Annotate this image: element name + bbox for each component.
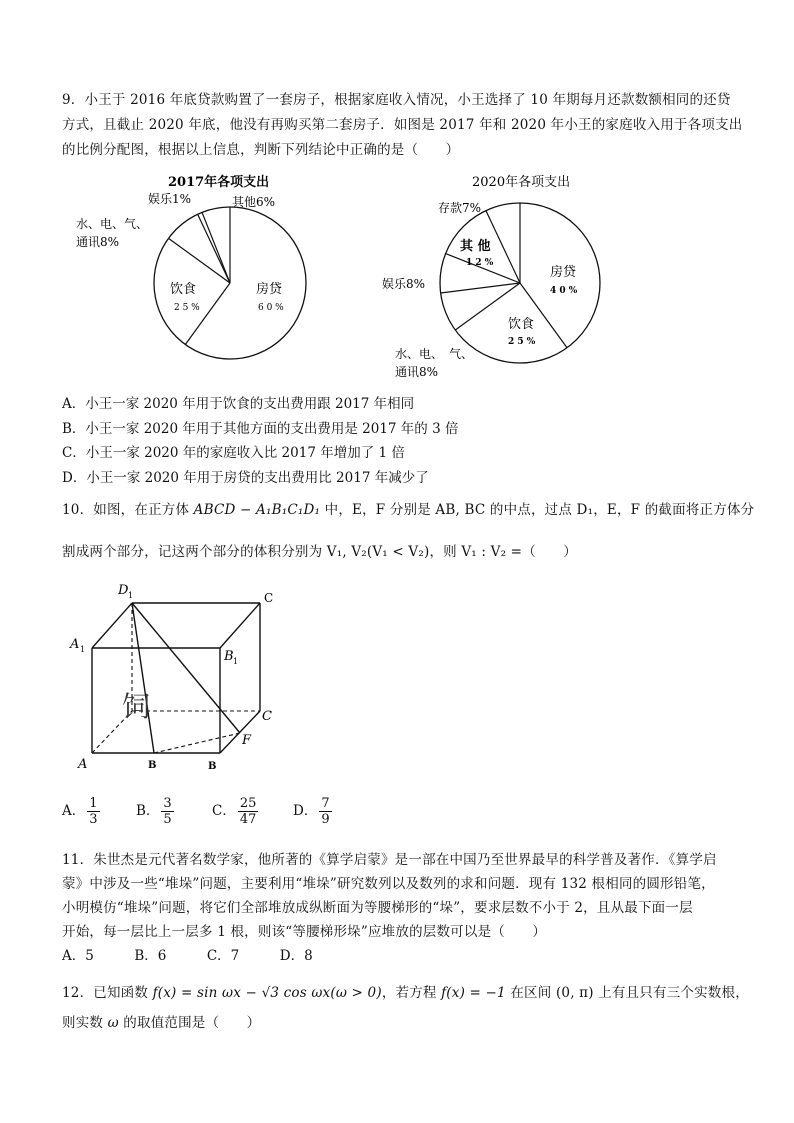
- q10-option-b-num: 3: [163, 796, 172, 811]
- cube-label-b1-sub: 1: [233, 657, 239, 666]
- pie-2020-label-food: 饮食: [508, 317, 535, 332]
- pie-2017-pct-food: 2 5 %: [174, 303, 200, 313]
- cube-label-c-top: C: [264, 591, 274, 605]
- cube-label-b-mid: B: [148, 760, 157, 771]
- q12-part-b: ，若方程: [381, 985, 442, 1001]
- q12-omega: ω: [107, 1015, 119, 1031]
- q10-option-b[interactable]: [136, 796, 176, 827]
- pie-2020-label-utility2: 通讯8%: [395, 365, 439, 379]
- q11-stem-line2: 蒙》中涉及一些“堆垛”问题，主要利用“堆垛”研究数列以及数列的求和问题．现有 132 根相同的圆形铅笔，: [62, 876, 715, 892]
- cube-label-a1: A: [70, 637, 80, 652]
- pie-2017-label-yule: 娱乐1%: [148, 192, 192, 206]
- pie-2020-label-qita: 其 他: [460, 239, 491, 254]
- q12-function: f(x) = sin ωx − √3 cos ωx(ω > 0): [152, 985, 382, 1001]
- q10-cube-name: ABCD − A₁B₁C₁D₁: [193, 502, 321, 518]
- pie-2020-pct-qita: 1 2 %: [466, 258, 494, 268]
- cube-label-c-mid: C: [262, 709, 272, 724]
- pie-2020-label-utility: 水、电、 气、: [395, 347, 474, 361]
- q12-line2-b: 的取值范围是（ ）: [118, 1015, 261, 1031]
- q10-stem-line2: 割成两个部分，记这两个部分的体积分别为 V₁, V₂(V₁ < V₂)，则 V₁ : V₂ =（ ）: [62, 544, 577, 560]
- q9-option-b[interactable]: B．小王一家 2020 年用于其他方面的支出费用是 2017 年的 3 倍: [62, 421, 459, 437]
- q10-option-d-fraction: [319, 796, 331, 827]
- q10-option-c-fraction: [238, 796, 259, 827]
- cube-watermark: 饲: [122, 690, 151, 723]
- q12-stem-line2: [62, 1013, 260, 1033]
- q9-stem-line3: 的比例分配图，根据以上信息，判断下列结论中正确的是（ ）: [62, 142, 460, 158]
- pie-2017-slice-3: [198, 214, 230, 283]
- q10-mid: 中，E，F 分别是 AB, BC 的中点，过点 D₁，E，F 的截面将正方体分: [320, 502, 755, 518]
- q9-stem-line1: 9．小王于 2016 年底贷款购置了一套房子，根据家庭收入情况，小王选择了 10 年期每月还款数额相同的还贷: [62, 92, 731, 108]
- q11-stem-line1: 11．朱世杰是元代著名数学家，他所著的《算学启蒙》是一部在中国乃至世界最早的科学普及著作．《算学启: [62, 852, 717, 868]
- q12-part-a: 12．已知函数: [62, 985, 153, 1001]
- pie-2017-label-utility: 水、电、气、: [76, 217, 149, 231]
- q10-cube-figure: [62, 578, 292, 778]
- pie-2017-label-utility2: 通讯8%: [76, 235, 120, 249]
- q10-option-a-fraction: [87, 796, 99, 827]
- q12-equation: f(x) = −1: [441, 985, 506, 1001]
- q12-line2-a: 则实数: [62, 1015, 108, 1031]
- q9-option-c[interactable]: C．小王一家 2020 年的家庭收入比 2017 年增加了 1 倍: [62, 445, 405, 461]
- q10-option-b-den: 5: [163, 812, 172, 827]
- q11-stem-line3: 小明模仿“堆垛”问题，将它们全部堆放成纵断面为等腰梯形的“垛”，要求层数不小于 2，且从最下面一层: [62, 900, 693, 916]
- pie-2020-title: 2020年各项支出: [472, 175, 571, 190]
- pie-2020-pct-mortgage: 4 0 %: [550, 286, 578, 296]
- q12-part-c: 在区间 (0, π) 上有且只有三个实数根，: [505, 985, 749, 1001]
- cube-label-a1-sub: 1: [80, 645, 86, 654]
- q10-option-d-num: 7: [321, 796, 330, 811]
- q10-option-c-num: 25: [239, 796, 257, 811]
- q10-option-c[interactable]: [212, 796, 260, 827]
- pie-2020-pct-food: 2 5 %: [508, 337, 536, 347]
- pie-2020-label-mortgage: 房贷: [550, 265, 577, 280]
- pie-2017-title: 2017年各项支出: [168, 175, 270, 190]
- cube-label-d1-sub: 1: [128, 591, 134, 600]
- q10-stem-line1: [62, 500, 754, 520]
- q9-pie-charts: [60, 168, 620, 383]
- q10-option-d-letter: D．: [293, 803, 318, 819]
- cube-label-f: F: [242, 733, 252, 748]
- pie-2017-label-qita: 其他6%: [232, 195, 276, 209]
- q10-option-a-den: 3: [89, 812, 98, 827]
- cube-label-d1: D: [118, 583, 129, 598]
- q9-stem-line2: 方式，且截止 2020 年底，他没有再购买第二套房子．如图是 2017 年和 2020 年小王的家庭收入用于各项支出: [62, 117, 743, 133]
- pie-2017-label-mortgage: 房贷: [256, 282, 283, 297]
- pie-2017-pct-mortgage: 6 0 %: [258, 303, 284, 313]
- q10-option-d-den: 9: [321, 812, 330, 827]
- cube-label-a: A: [78, 757, 88, 772]
- cube-label-b-right: B: [208, 761, 217, 772]
- pie-2020-label-savings: 存款7%: [438, 201, 482, 215]
- q10-option-a-num: 1: [89, 796, 98, 811]
- q9-option-d[interactable]: D．小王一家 2020 年用于房贷的支出费用比 2017 年减少了: [62, 470, 429, 486]
- pie-2020-label-yule: 娱乐8%: [382, 277, 426, 291]
- q10-option-c-letter: C．: [212, 803, 236, 819]
- q9-option-a[interactable]: A．小王一家 2020 年用于饮食的支出费用跟 2017 年相同: [62, 396, 415, 412]
- q11-stem-line4: 开始，每一层比上一层多 1 根，则该“等腰梯形垛”应堆放的层数可以是（ ）: [62, 924, 547, 940]
- q12-stem-line1: [62, 983, 749, 1003]
- q10-option-c-den: 47: [239, 812, 257, 827]
- q10-option-d[interactable]: [293, 796, 334, 827]
- q10-option-a-letter: A．: [62, 803, 86, 819]
- q10-prefix: 10．如图，在正方体: [62, 502, 194, 518]
- pie-2017-label-food: 饮食: [170, 282, 197, 297]
- q10-option-b-letter: B．: [136, 803, 160, 819]
- cube-label-b1: B: [224, 649, 234, 664]
- q10-option-a[interactable]: [62, 796, 102, 827]
- q10-option-b-fraction: [161, 796, 173, 827]
- q11-options[interactable]: A．5 B．6 C．7 D．8: [62, 948, 313, 964]
